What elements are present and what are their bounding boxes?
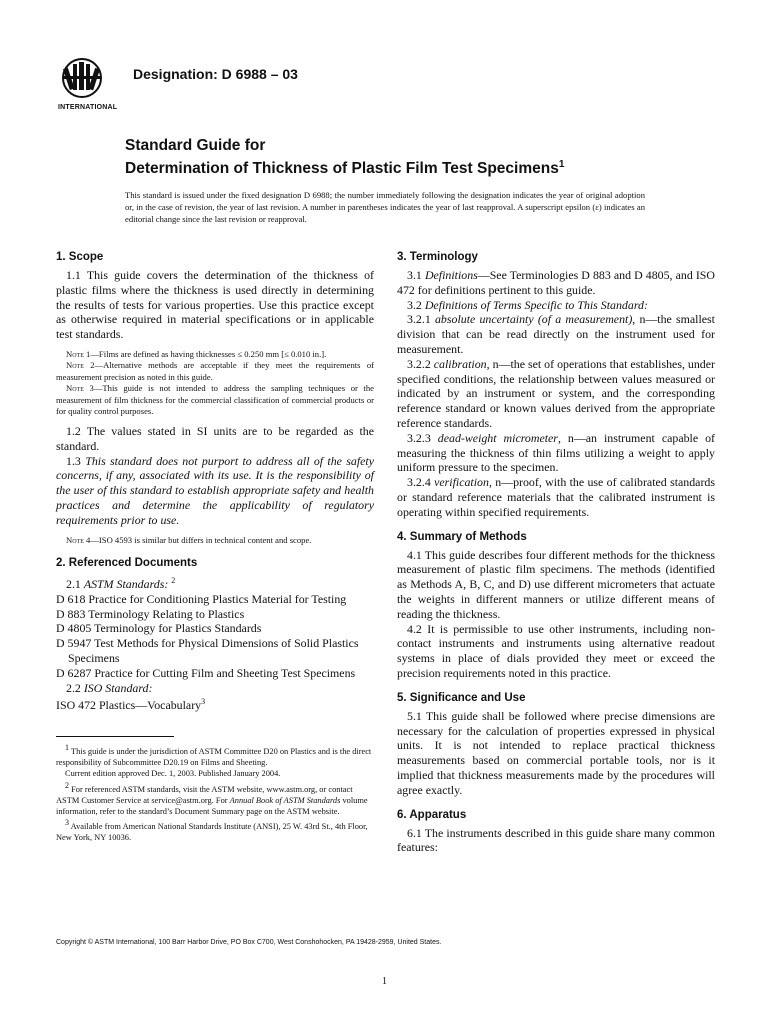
summary-paragraph-1: 4.1 This guide describes four different methods for the thickness measurement of plastic film specimens. The methods (identified as Methods A, B, C, and D) use different micrometers that actuate the weights in different manners or utilize different means of reading the thickness. xyxy=(397,547,715,621)
page-title xyxy=(125,136,564,178)
terminology-heading: 3. Terminology xyxy=(397,251,478,263)
astm-logo xyxy=(56,56,122,118)
iso-standard-label: 2.2 ISO Standard: xyxy=(66,680,153,695)
note-3: Note 3—This guide is not intended to address the sampling techniques or the measurement of film thickness for the commercial classification of commercial products or for quality control purposes. xyxy=(56,383,374,417)
page-number: 1 xyxy=(382,976,387,987)
designation: Designation: D 6988 – 03 xyxy=(133,66,298,82)
note-label: Note xyxy=(66,348,84,359)
astm-standards-label: 2.1 ASTM Standards: $^2$ xyxy=(66,576,176,592)
ref-item: D 618 Practice for Conditioning Plastics Material for Testing xyxy=(56,591,347,606)
footnote-1: $^1$ This guide is under the jurisdiction of ASTM Committee D20 on Plastics and is the direct responsibility of Subcommittee D20.19 on Films and Sheeting. xyxy=(56,743,372,768)
footnote-2: $^2$ For referenced ASTM standards, visit the ASTM website, www.astm.org, or contact ASTM Customer Service at service@astm.org. For Annual Book of ASTM Standards volume information, refer to the standard’s Document Summary page on the ASTM website. xyxy=(56,780,368,816)
significance-heading: 5. Significance and Use xyxy=(397,691,526,704)
refdocs-heading: 2. Referenced Documents xyxy=(56,557,198,570)
scope-paragraph-2: 1.2 The values stated in SI units are to be regarded as the standard. xyxy=(56,423,374,453)
apparatus-heading: 6. Apparatus xyxy=(397,808,467,821)
ref-item: D 5947 Test Methods for Physical Dimensions of Solid Plastics Specimens xyxy=(56,636,359,666)
note-1: Note 1—Films are defined as having thicknesses ≤ 0.250 mm [≤ 0.010 in.]. xyxy=(66,348,327,359)
note-label: Note xyxy=(66,534,84,545)
copyright-notice: Copyright © ASTM International, 100 Barr Harbor Drive, PO Box C700, West Conshohocken, PA 19428-2959, United States. xyxy=(56,939,442,946)
title-footnote-mark: 1 xyxy=(558,159,565,170)
note-label: Note xyxy=(66,360,84,371)
summary-heading: 4. Summary of Methods xyxy=(397,530,527,543)
term-3-2: 3.2 Definitions of Terms Specific to This Standard: xyxy=(407,297,648,312)
scope-paragraph-3: 1.3 This standard does not purport to address all of the safety concerns, if any, associated with its use. It is the responsibility of the user of this standard to establish appropriate safety and health practices and determine the applicability of regulatory requirements prior to use. xyxy=(56,453,374,527)
ref-item: D 6287 Practice for Cutting Film and Sheeting Test Specimens xyxy=(56,665,356,680)
issued-statement: This standard is issued under the fixed designation D 6988; the number immediately following the designation indicates the year of original adoption or, in the case of revision, the year of last revision. A number in parentheses indicates the year of last reapproval. A superscript epsilon (ε) indicates an editorial change since the last revision or reapproval. xyxy=(125,190,645,224)
title-line-2 xyxy=(125,155,564,178)
term-3-2-1: 3.2.1 absolute uncertainty (of a measurement), n—the smallest division that can be read directly on the instrument used for measurement. xyxy=(397,312,715,356)
title-line-1: Standard Guide for xyxy=(125,137,266,154)
term-3-1: 3.1 Definitions—See Terminologies D 883 and D 4805, and ISO 472 for definitions pertinent to this guide. xyxy=(397,268,715,297)
logo-org-text: INTERNATIONAL xyxy=(58,104,118,111)
scope-paragraph-1: 1.1 This guide covers the determination of the thickness of plastic films where the thickness is used directly in determining the results of tests for various properties. Use this practice except as otherwise required in material specifications or in applicable test standards. xyxy=(56,268,374,342)
note-2: Note 2—Alternative methods are acceptable if they meet the requirements of measurement precision as noted in this guide. xyxy=(56,360,374,382)
footnote-3: $^3$ Available from American National Standards Institute (ANSI), 25 W. 43rd St., 4th Floor, New York, NY 10036. xyxy=(56,817,368,842)
footnote-1b: Current edition approved Dec. 1, 2003. Published January 2004. xyxy=(65,769,281,779)
right-column xyxy=(397,250,715,855)
left-column xyxy=(56,250,374,843)
ref-item-iso: ISO 472 Plastics—Vocabulary$^3$ xyxy=(56,697,206,713)
significance-paragraph-1: 5.1 This guide shall be followed where precise dimensions are necessary for the calculation of properties expressed in physical units. It is not intended to replace practical thickness measurements based on commercial portable tools, nor is it implied that thickness measurements made by the procedures will agree exactly. xyxy=(397,708,715,797)
term-3-2-2: 3.2.2 calibration, n—the set of operations that establishes, under specified conditions, the relationship between values measured or indicated by an instrument or system, and the corresponding reference standard or known values derived from the appropriate reference standards. xyxy=(397,356,715,430)
ref-item: D 4805 Terminology for Plastics Standards xyxy=(56,621,262,636)
term-3-2-4: 3.2.4 verification, n—proof, with the use of calibrated standards or standard reference materials that the calibrated instrument is operating within specified requirements. xyxy=(397,475,715,519)
note-4: Note 4—ISO 4593 is similar but differs in technical content and scope. xyxy=(66,534,312,545)
summary-paragraph-2: 4.2 It is permissible to use other instruments, including non-contact instruments and instruments using alternative readout systems in place of dials provided they meet or exceed the precision requirements noted in this practice. xyxy=(397,621,715,680)
scope-notes xyxy=(56,349,374,418)
title-text: Determination of Thickness of Plastic Film Test Specimens xyxy=(125,160,559,177)
scope-heading: 1. Scope xyxy=(56,251,104,263)
footnote-divider xyxy=(56,736,174,737)
note-label: Note xyxy=(66,383,84,394)
scope-note-4-block xyxy=(56,535,374,547)
term-3-2-3: 3.2.3 dead-weight micrometer, n—an instrument capable of measuring the thickness of thin films utilizing a weight to apply uniform pressure to the specimen. xyxy=(397,430,716,475)
ref-item: D 883 Terminology Relating to Plastics xyxy=(56,606,245,621)
apparatus-paragraph-1: 6.1 The instruments described in this guide share many common features: xyxy=(397,825,715,855)
